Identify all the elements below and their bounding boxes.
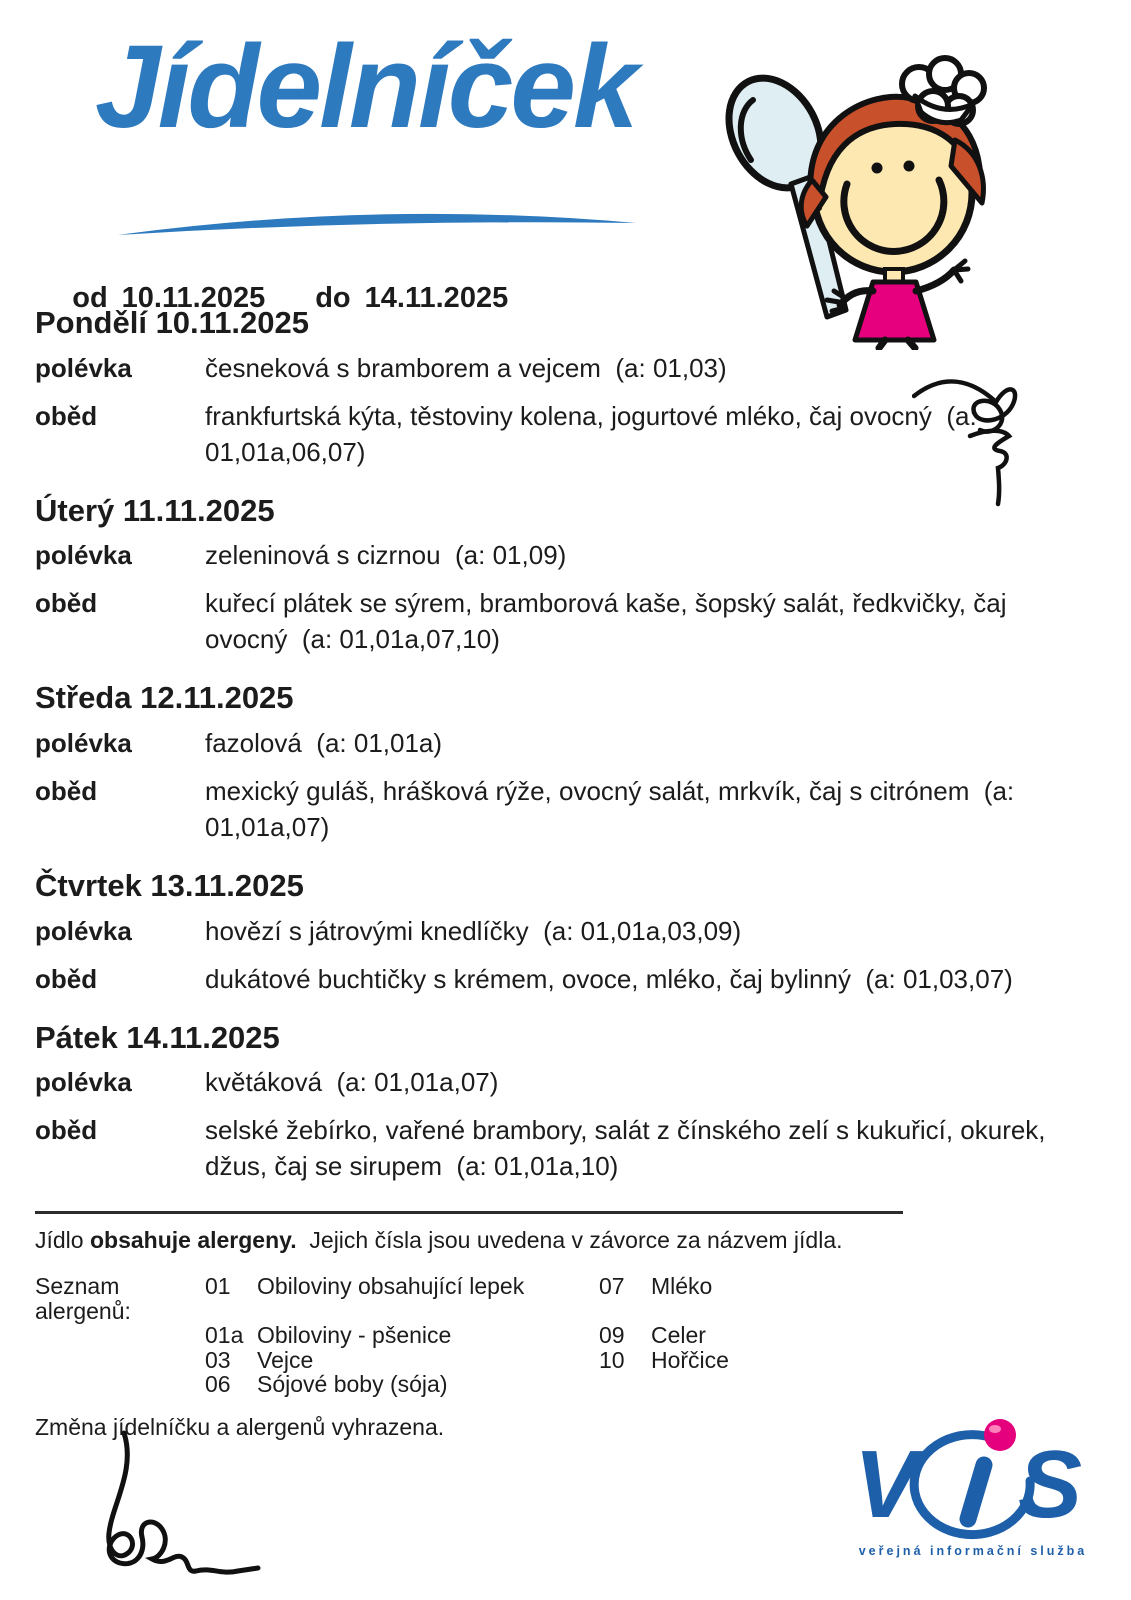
course-text: kuřecí plátek se sýrem, bramborová kaše, šopský salát, ředkvičky, čaj ovocný (a: 01,01a,07,10) <box>205 588 1014 655</box>
vis-letter-i-stem <box>968 1465 984 1519</box>
menu-row <box>35 913 1080 949</box>
allergen-name: Hořčice <box>651 1346 729 1373</box>
allergen-code: 01 <box>205 1273 231 1300</box>
allergen-name: Vejce <box>257 1346 314 1373</box>
menu-row <box>35 537 1080 573</box>
date-to-label: do <box>315 282 351 314</box>
date-to: 14.11.2025 <box>364 282 509 314</box>
vis-dot-icon <box>984 1419 1016 1451</box>
course-label: polévka <box>35 540 132 571</box>
date-from-label: od <box>72 282 108 314</box>
signature-mark <box>912 370 1024 508</box>
course-text: fazolová (a: 01,01a) <box>205 727 443 758</box>
allergen-name: Mléko <box>651 1273 713 1300</box>
footer-note: Změna jídelníčku a alergenů vyhrazena. <box>35 1413 445 1440</box>
allergen-note-bold: obsahuje alergeny. <box>89 1227 297 1254</box>
day-section-tuesday <box>35 493 1080 658</box>
course-label: oběd <box>35 400 98 431</box>
allergen-name: Sójové boby (sója) <box>257 1371 448 1398</box>
allergen-list <box>35 1274 1080 1397</box>
day-heading: Úterý 11.11.2025 <box>35 492 275 528</box>
day-heading: Středa 12.11.2025 <box>35 680 294 716</box>
course-label: oběd <box>35 588 98 619</box>
allergen-code: 10 <box>599 1346 625 1373</box>
allergen-code: 06 <box>205 1371 231 1398</box>
day-heading: Čtvrtek 13.11.2025 <box>35 867 304 903</box>
course-label: oběd <box>35 775 98 806</box>
course-text: květáková (a: 01,01a,07) <box>205 1067 499 1098</box>
course-text: dukátové buchtičky s krémem, ovoce, mléko, čaj bylinný (a: 01,03,07) <box>205 963 1013 994</box>
course-label: oběd <box>35 1115 98 1146</box>
vis-tagline: veřejná informační služba <box>858 1544 1088 1558</box>
course-text: frankfurtská kýta, těstoviny kolena, jogurtové mléko, čaj ovocný (a: 01,01a,06,07) <box>205 400 984 467</box>
menu-row <box>35 961 1080 997</box>
allergen-name: Celer <box>651 1322 706 1349</box>
allergen-code: 03 <box>205 1346 231 1373</box>
course-label: polévka <box>35 727 132 758</box>
menu-row <box>35 585 1080 657</box>
allergen-code <box>599 1372 651 1397</box>
menu-row <box>35 1064 1080 1100</box>
title-underline-swoosh <box>112 208 642 242</box>
allergen-code: 09 <box>599 1322 625 1349</box>
allergen-code: 07 <box>599 1273 625 1300</box>
course-text: zeleninová s cizrnou (a: 01,09) <box>205 540 567 571</box>
course-text: selské žebírko, vařené brambory, salát z čínského zelí s kukuřicí, okurek, džus, čaj se sirupem (a: 01,01a,10) <box>205 1115 1053 1182</box>
allergen-name: Obiloviny obsahující lepek <box>257 1273 525 1300</box>
course-label: polévka <box>35 915 132 946</box>
course-text: hovězí s játrovými knedlíčky (a: 01,01a,03,09) <box>205 915 742 946</box>
menu-row <box>35 773 1080 845</box>
menu-row <box>35 1112 1080 1184</box>
course-text: mexický guláš, hrášková rýže, ovocný salát, mrkvík, čaj s citrónem (a: 01,01a,07) <box>205 775 1022 842</box>
allergen-code: 01a <box>205 1322 244 1349</box>
course-label: polévka <box>35 1067 132 1098</box>
vis-letter-v: V <box>854 1431 919 1538</box>
day-section-thursday <box>35 868 1080 997</box>
menu-row <box>35 725 1080 761</box>
course-label: polévka <box>35 352 132 383</box>
vis-logo <box>848 1415 1098 1567</box>
day-heading: Pátek 14.11.2025 <box>35 1019 280 1055</box>
allergen-name: Obiloviny - pšenice <box>257 1322 452 1349</box>
day-heading: Pondělí 10.11.2025 <box>35 305 310 340</box>
divider <box>35 1211 903 1214</box>
page-title: Jídelníček <box>95 21 636 153</box>
vis-letter-s: S <box>1018 1431 1083 1538</box>
course-label: oběd <box>35 963 98 994</box>
signature <box>62 1425 294 1587</box>
allergen-name <box>651 1372 1080 1397</box>
day-section-friday <box>35 1020 1080 1185</box>
course-text: česneková s bramborem a vejcem (a: 01,03) <box>205 352 727 383</box>
allergen-list-label: Seznam alergenů: <box>35 1273 131 1324</box>
allergen-note-prefix: Jídlo <box>35 1227 90 1254</box>
date-from: 10.11.2025 <box>121 282 266 314</box>
day-section-wednesday <box>35 680 1080 845</box>
allergen-note <box>35 1227 1080 1254</box>
allergen-note-rest: Jejich čísla jsou uvedena v závorce za názvem jídla. <box>296 1227 843 1254</box>
